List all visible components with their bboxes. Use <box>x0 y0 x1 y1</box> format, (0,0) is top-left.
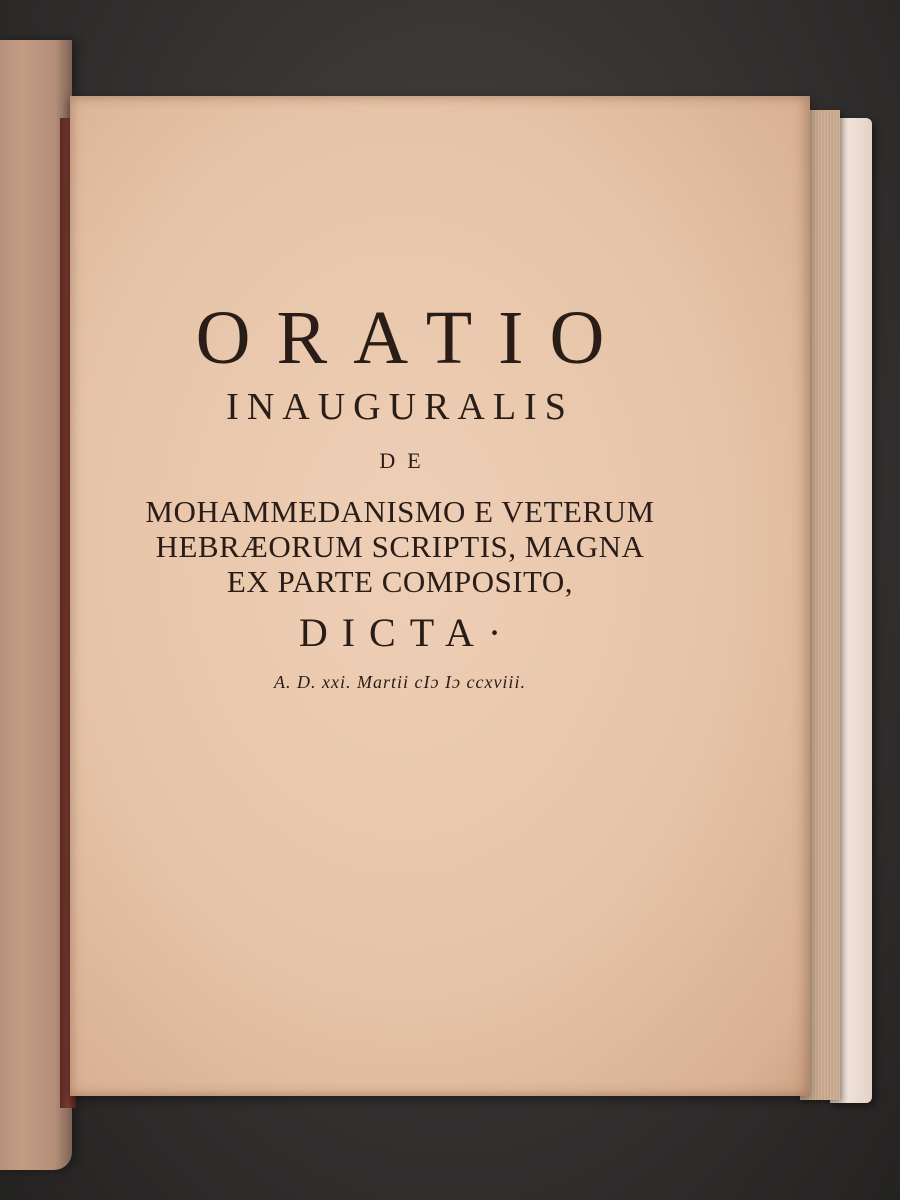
preposition: DE <box>379 448 433 473</box>
topic-line: MOHAMMEDANISMO E VETERUM <box>145 494 655 529</box>
dicta-heading: DICTA· <box>298 610 516 655</box>
topic-line: HEBRÆORUM SCRIPTIS, MAGNA <box>155 529 645 564</box>
date-line: A. D. xxi. Martii cIɔ Iɔ ccxviii. <box>274 672 526 692</box>
topic-line: EX PARTE COMPOSITO, <box>226 564 574 599</box>
subtitle: INAUGURALIS <box>226 386 574 428</box>
title-text-block <box>100 296 700 692</box>
main-title: ORATIO <box>195 296 631 380</box>
